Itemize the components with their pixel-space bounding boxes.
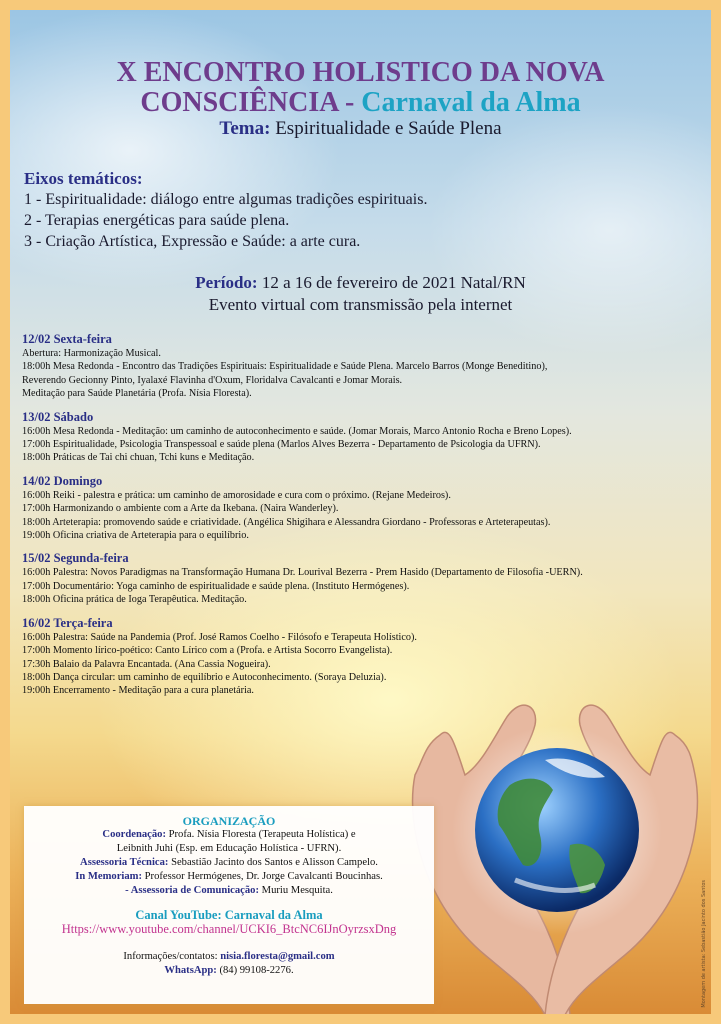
schedule-item: Meditação para Saúde Planetária (Profa. Nísia Floresta). [22, 388, 252, 400]
schedule-item: 18:00h Mesa Redonda - Encontro das Tradições Espirituais: Espiritualidade e Saúde Plena. Marcelo Barros (Monge Beneditino), [22, 361, 548, 373]
schedule-item: 17:30h Balaio da Palavra Encantada. (Ana Cassia Nogueira). [22, 658, 271, 670]
schedule-day [22, 474, 692, 543]
technical-value: Sebastião Jacinto dos Santos e Alisson Campelo. [171, 857, 378, 868]
technical-label: Assessoria Técnica: [80, 857, 169, 868]
image-credit: Montagem de artista: Sebastião Jacinto dos Santos [701, 880, 707, 1008]
schedule-day-heading: 14/02 Domingo [22, 473, 103, 488]
hands-holding-globe-image [395, 665, 711, 1014]
communication-value: Muriu Mesquita. [261, 885, 333, 896]
schedule-item: 18:00h Arteterapia: promovendo saúde e criatividade. (Angélica Shigihara e Alessandra Giordano - Professoras e Arteterapeutas). [22, 516, 551, 528]
theme-value: Espiritualidade e Saúde Plena [275, 118, 502, 139]
contact-label: Informações/contatos: [123, 951, 218, 962]
communication-line [24, 884, 434, 898]
youtube-channel-label: Canal YouTube: Carnaval da Alma [135, 908, 323, 922]
axes-heading: Eixos temáticos: [24, 169, 143, 188]
contact-line [24, 950, 434, 964]
coordination-label: Coordenação: [102, 829, 166, 840]
schedule-item: 17:00h Harmonizando o ambiente com a Arte da Ikebana. (Naira Wanderley). [22, 503, 339, 515]
schedule-item: 19:00h Oficina criativa de Arteterapia para o equilíbrio. [22, 530, 249, 542]
schedule-day-heading: 15/02 Segunda-feira [22, 551, 129, 566]
communication-label: - Assessoria de Comunicação: [125, 885, 259, 896]
organization-box [24, 806, 434, 1004]
schedule-item: 18:00h Práticas de Tai chi chuan, Tchi kuns e Meditação. [22, 452, 255, 464]
event-period [10, 272, 711, 316]
technical-line [24, 856, 434, 870]
axis-item: 3 - Criação Artística, Expressão e Saúde: a arte cura. [24, 233, 361, 250]
period-label: Período: [195, 273, 258, 292]
schedule-item: 16:00h Reiki - palestra e prática: um caminho de amorosidade e cura com o próximo. (Rejane Medeiros). [22, 489, 451, 501]
schedule-day-heading: 12/02 Sexta-feira [22, 332, 112, 346]
contact-email[interactable]: nisia.floresta@gmail.com [220, 951, 335, 962]
schedule-day [22, 410, 692, 465]
schedule-item: 18:00h Oficina prática de Ioga Terapêutica. Meditação. [22, 594, 247, 606]
coordination-line [24, 828, 434, 842]
schedule [22, 332, 692, 707]
memoriam-line [24, 870, 434, 884]
schedule-day-heading: 13/02 Sábado [22, 409, 94, 424]
schedule-day [22, 551, 692, 606]
period-value: 12 a 16 de fevereiro de 2021 Natal/RN [261, 273, 526, 292]
schedule-day [22, 332, 692, 401]
thematic-axes [24, 168, 427, 252]
title-line-2 [10, 88, 711, 118]
schedule-item: 16:00h Mesa Redonda - Meditação: um caminho de autoconhecimento e saúde. (Jomar Morais, Marco Antonio Rocha e Breno Lopes). [22, 425, 572, 437]
schedule-item: 16:00h Palestra: Saúde na Pandemia (Prof. José Ramos Coelho - Filósofo e Terapeuta Holístico). [22, 631, 417, 643]
whatsapp-label: WhatsApp: [164, 965, 217, 976]
schedule-item: 19:00h Encerramento - Meditação para a cura planetária. [22, 685, 254, 697]
poster-background [10, 10, 711, 1014]
coordination-line-2: Leibnith Juhi (Esp. em Educação Holística - UFRN). [116, 843, 342, 854]
whatsapp-value: (84) 99108-2276. [219, 965, 294, 976]
schedule-item: 17:00h Documentário: Yoga caminho de espiritualidade e saúde plena. (Instituto Hermógenes). [22, 580, 410, 592]
organization-heading: ORGANIZAÇÃO [182, 814, 276, 828]
theme-label: Tema: [219, 118, 271, 139]
axis-item: 1 - Espiritualidade: diálogo entre algumas tradições espirituais. [24, 191, 428, 208]
axis-item: 2 - Terapias energéticas para saúde plena. [24, 212, 290, 229]
schedule-day-heading: 16/02 Terça-feira [22, 615, 113, 630]
title-line-1: X ENCONTRO HOLISTICO DA NOVA [116, 57, 605, 88]
event-title [10, 58, 711, 118]
schedule-item: Abertura: Harmonização Musical. [22, 348, 161, 359]
title-subtitle: Carnaval da Alma [361, 87, 581, 118]
memoriam-value: Professor Hermógenes, Dr. Jorge Cavalcanti Boucinhas. [144, 871, 383, 882]
memoriam-label: In Memoriam: [75, 871, 142, 882]
schedule-item: 16:00h Palestra: Novos Paradigmas na Transformação Humana Dr. Lourival Bezerra - Prem Hasido (Departamento de Filosofia -UERN). [22, 567, 583, 579]
schedule-item: Reverendo Gecionny Pinto, Iyalaxé Flavinha d'Oxum, Floridalva Cavalcanti e Jomar Morais. [22, 374, 403, 386]
schedule-item: 18:00h Dança circular: um caminho de equilíbrio e Autoconhecimento. (Soraya Deluzia). [22, 671, 387, 683]
theme-line [10, 118, 711, 140]
youtube-channel-link[interactable]: Https://www.youtube.com/channel/UCKI6_BtcNC6IJnOyrzsxDng [61, 922, 397, 936]
schedule-item: 17:00h Espiritualidade, Psicologia Transpessoal e saúde plena (Marlos Alves Bezerra - Departamento de Psicologia da UFRN). [22, 439, 541, 451]
coordination-value: Profa. Nísia Floresta (Terapeuta Holística) e [168, 829, 356, 840]
title-line-2-text: CONSCIÊNCIA - [140, 87, 355, 118]
schedule-item: 17:00h Momento lírico-poético: Canto Lírico com a (Profa. e Artista Socorro Evangelista). [22, 645, 393, 657]
period-virtual-note: Evento virtual com transmissão pela internet [208, 295, 513, 314]
whatsapp-line [24, 964, 434, 978]
